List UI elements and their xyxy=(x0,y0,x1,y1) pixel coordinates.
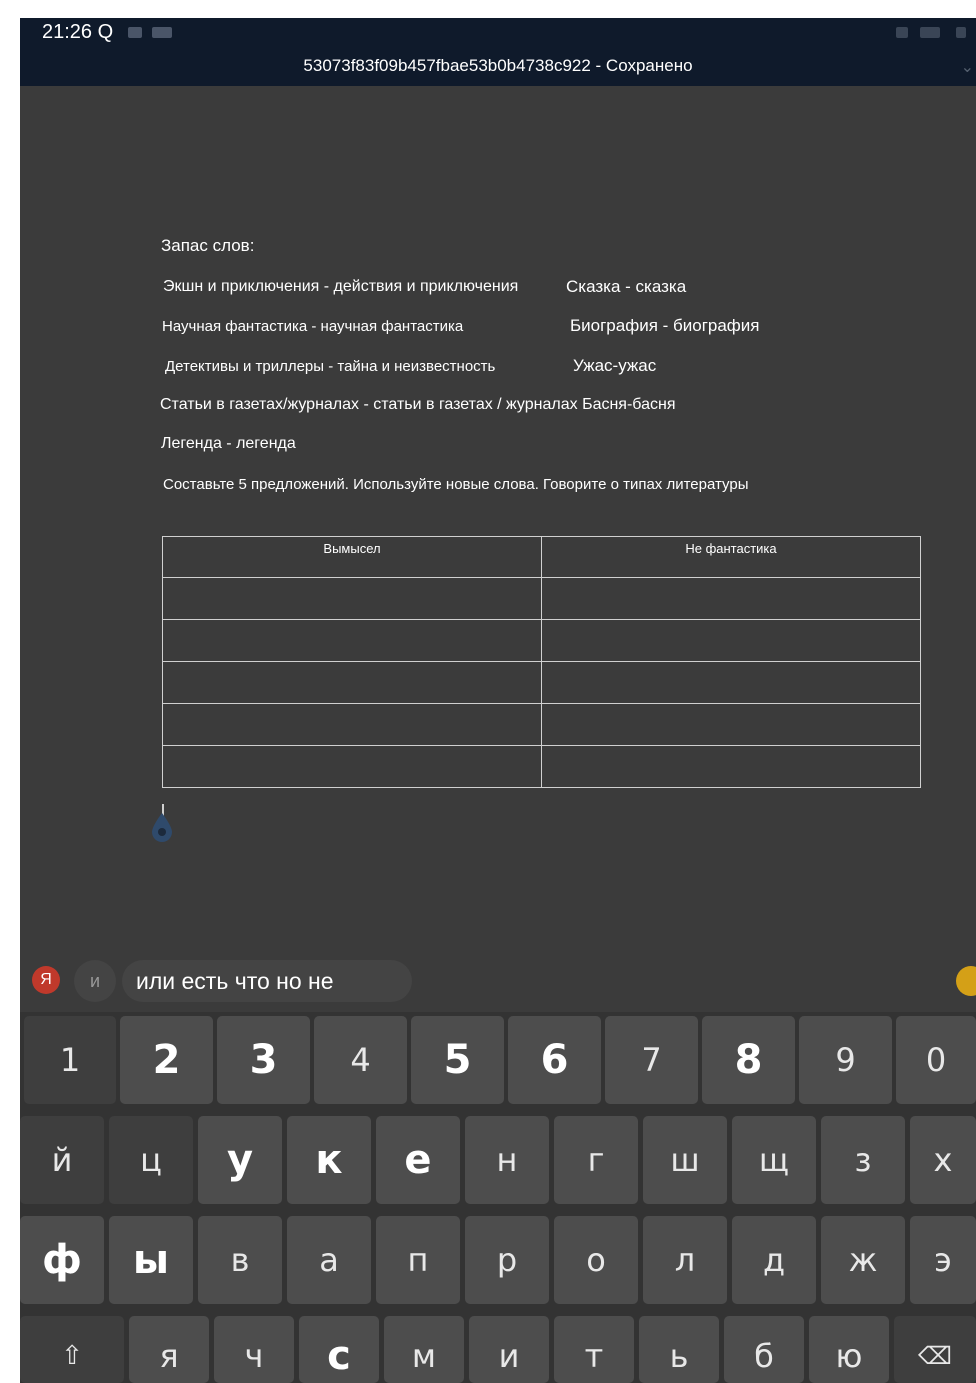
key-я[interactable]: я xyxy=(129,1316,209,1383)
key-5[interactable]: 5 xyxy=(411,1016,504,1104)
key-г[interactable]: г xyxy=(554,1116,638,1204)
key-з[interactable]: з xyxy=(821,1116,905,1204)
key-8[interactable]: 8 xyxy=(702,1016,795,1104)
key-9[interactable]: 9 xyxy=(799,1016,892,1104)
vocab-line: Сказка - сказка xyxy=(566,277,687,296)
key-с[interactable]: с xyxy=(299,1316,379,1383)
key-а[interactable]: а xyxy=(287,1216,371,1304)
shift-key[interactable]: ⇧ xyxy=(20,1316,124,1383)
emoji-icon[interactable] xyxy=(956,966,976,996)
key-н[interactable]: н xyxy=(465,1116,549,1204)
key-т[interactable]: т xyxy=(554,1316,634,1383)
key-о[interactable]: о xyxy=(554,1216,638,1304)
status-bar xyxy=(20,18,976,48)
suggestion-chip[interactable]: и xyxy=(74,960,116,1002)
document-title: 53073f83f09b457fbae53b0b4738c922 - Сохранено xyxy=(303,56,693,75)
table-cell[interactable] xyxy=(542,620,921,662)
task-instruction: Составьте 5 предложений. Используйте новые слова. Говорите о типах литературы xyxy=(163,476,749,493)
suggestion-bar xyxy=(20,952,976,1012)
classification-table[interactable] xyxy=(162,536,921,788)
fiction-header: Вымысел xyxy=(163,537,542,578)
table-row[interactable] xyxy=(163,704,921,746)
key-д[interactable]: д xyxy=(732,1216,816,1304)
vocab-line: Биография - биография xyxy=(570,316,760,335)
key-ж[interactable]: ж xyxy=(821,1216,905,1304)
key-м[interactable]: м xyxy=(384,1316,464,1383)
cursor-handle-icon[interactable] xyxy=(150,812,174,842)
key-и[interactable]: и xyxy=(469,1316,549,1383)
key-1[interactable]: 1 xyxy=(24,1016,116,1104)
vocab-line: Ужас-ужас xyxy=(573,356,657,375)
table-cell[interactable] xyxy=(163,620,542,662)
app-frame xyxy=(20,18,976,1383)
key-6[interactable]: 6 xyxy=(508,1016,601,1104)
table-header-row xyxy=(163,537,921,578)
key-х[interactable]: х xyxy=(910,1116,976,1204)
key-ч[interactable]: ч xyxy=(214,1316,294,1383)
onscreen-keyboard xyxy=(20,1012,976,1383)
vocab-line: Научная фантастика - научная фантастика xyxy=(162,318,464,335)
table-cell[interactable] xyxy=(163,662,542,704)
nonfiction-header: Не фантастика xyxy=(542,537,921,578)
backspace-key[interactable]: ⌫ xyxy=(894,1316,976,1383)
key-б[interactable]: б xyxy=(724,1316,804,1383)
key-2[interactable]: 2 xyxy=(120,1016,213,1104)
key-ф[interactable]: ф xyxy=(20,1216,104,1304)
table-row[interactable] xyxy=(163,662,921,704)
key-у[interactable]: у xyxy=(198,1116,282,1204)
title-bar xyxy=(20,48,976,86)
table-cell[interactable] xyxy=(542,578,921,620)
suggestion-chip[interactable]: или есть что но не xyxy=(122,960,412,1002)
key-п[interactable]: п xyxy=(376,1216,460,1304)
document-canvas[interactable] xyxy=(20,86,976,952)
key-л[interactable]: л xyxy=(643,1216,727,1304)
key-4[interactable]: 4 xyxy=(314,1016,407,1104)
youtube-icon xyxy=(152,27,172,38)
key-й[interactable]: й xyxy=(20,1116,104,1204)
table-row[interactable] xyxy=(163,746,921,788)
battery-icon xyxy=(956,27,966,38)
vocab-line: Детективы и триллеры - тайна и неизвестность xyxy=(165,358,496,375)
key-ю[interactable]: ю xyxy=(809,1316,889,1383)
key-0[interactable]: 0 xyxy=(896,1016,976,1104)
key-э[interactable]: э xyxy=(910,1216,976,1304)
key-к[interactable]: к xyxy=(287,1116,371,1204)
mute-icon xyxy=(896,27,908,38)
table-cell[interactable] xyxy=(163,746,542,788)
key-3[interactable]: 3 xyxy=(217,1016,310,1104)
yandex-logo-icon[interactable]: Я xyxy=(32,966,60,994)
key-ь[interactable]: ь xyxy=(639,1316,719,1383)
table-cell[interactable] xyxy=(542,704,921,746)
key-е[interactable]: е xyxy=(376,1116,460,1204)
vocab-line: Легенда - легенда xyxy=(161,435,296,452)
vocabulary-heading: Запас слов: xyxy=(161,236,255,255)
vocab-line: Экшн и приключения - действия и приключения xyxy=(163,278,519,295)
key-7[interactable]: 7 xyxy=(605,1016,698,1104)
key-щ[interactable]: щ xyxy=(732,1116,816,1204)
key-ц[interactable]: ц xyxy=(109,1116,193,1204)
key-ы[interactable]: ы xyxy=(109,1216,193,1304)
key-в[interactable]: в xyxy=(198,1216,282,1304)
table-cell[interactable] xyxy=(163,704,542,746)
table-cell[interactable] xyxy=(542,746,921,788)
signal-icon xyxy=(920,27,940,38)
table-cell[interactable] xyxy=(163,578,542,620)
table-row[interactable] xyxy=(163,620,921,662)
status-time: 21:26 Q xyxy=(42,21,114,43)
chevron-down-icon[interactable]: ⌄ xyxy=(960,59,974,76)
vocab-line: Статьи в газетах/журналах - статьи в газетах / журналах Басня-басня xyxy=(160,396,676,413)
table-cell[interactable] xyxy=(542,662,921,704)
gallery-icon xyxy=(128,27,142,38)
table-row[interactable] xyxy=(163,578,921,620)
key-ш[interactable]: ш xyxy=(643,1116,727,1204)
key-р[interactable]: р xyxy=(465,1216,549,1304)
